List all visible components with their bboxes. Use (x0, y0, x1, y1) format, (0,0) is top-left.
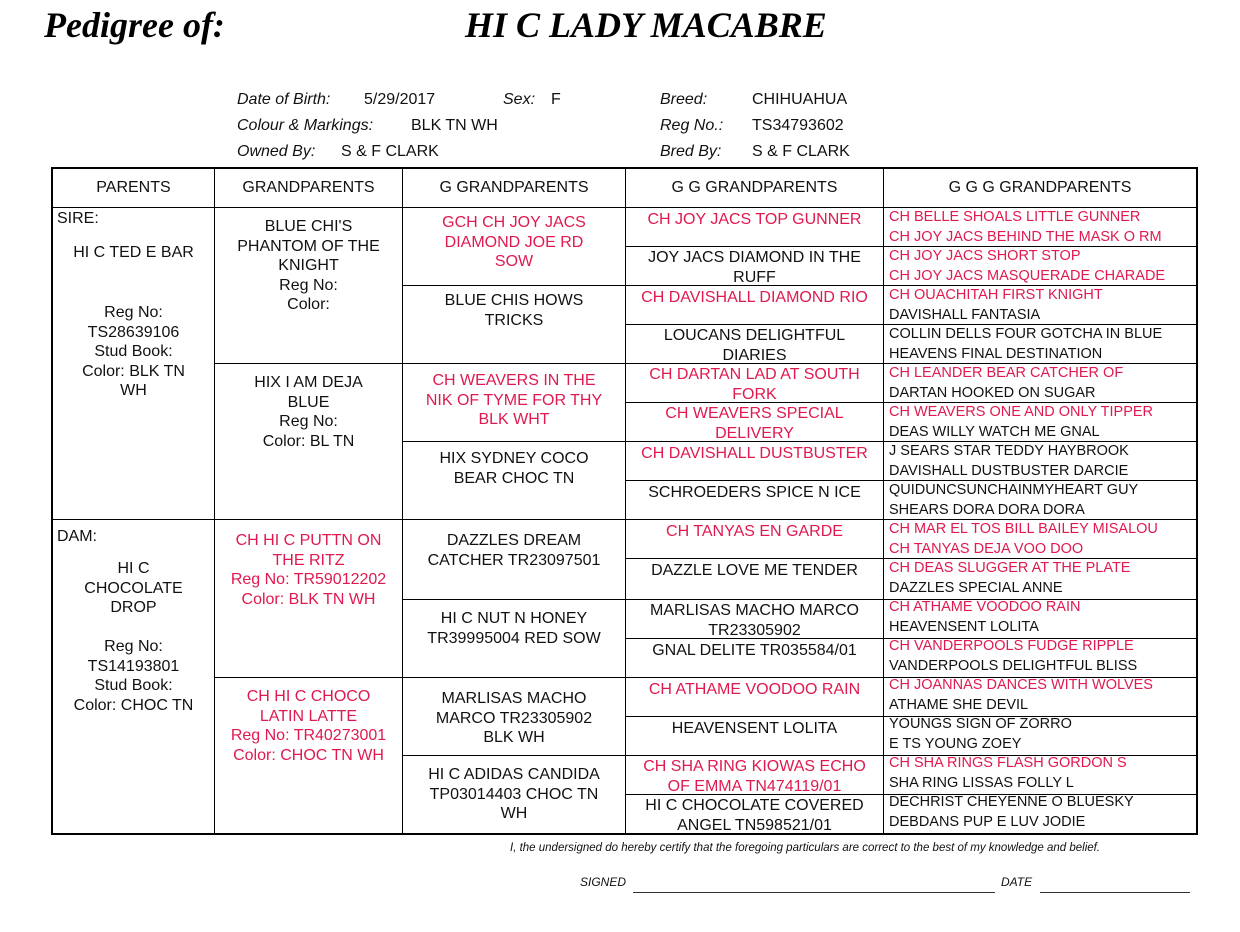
ggg-grandparent-cell: CH JOY JACS BEHIND THE MASK O RM (889, 228, 1162, 245)
colour-value: BLK TN WH (411, 117, 498, 134)
ggg-grandparent-cell: CH JOY JACS SHORT STOP (889, 248, 1081, 264)
reg-value: TS34793602 (752, 117, 844, 134)
gg-grandparent-cell: SCHROEDERS SPICE N ICE (648, 484, 861, 501)
header-grandparents: GRANDPARENTS (242, 179, 375, 196)
ggg-grandparent-cell: QUIDUNCSUNCHAINMYHEART GUY (889, 482, 1139, 498)
owned-value: S & F CLARK (341, 143, 439, 160)
gg-grandparent-cell: JOY JACS DIAMOND IN THE RUFF (648, 249, 861, 286)
signed-label: SIGNED (580, 875, 627, 889)
header-ggg-grandparents: G G G GRANDPARENTS (948, 179, 1132, 196)
gg-grandparent-cell: CH WEAVERS SPECIAL DELIVERY (665, 405, 844, 442)
ggg-grandparent-cell: CH JOANNAS DANCES WITH WOLVES (889, 677, 1153, 693)
gg-grandparent-cell: HI C CHOCOLATE COVERED ANGEL TN598521/01 (645, 797, 864, 834)
owned-label: Owned By: (237, 143, 316, 160)
dog-name-title: HI C LADY MACABRE (465, 5, 827, 45)
sire-name: HI C TED E BAR (73, 244, 194, 261)
gg-grandparent-cell: GNAL DELITE TR035584/01 (652, 642, 857, 659)
gg-grandparent-cell: LOUCANS DELIGHTFUL DIARIES (663, 327, 846, 364)
ggg-grandparent-cell: CH LEANDER BEAR CATCHER OF (889, 365, 1124, 381)
ggg-grandparent-cell: HEAVENSENT LOLITA (889, 618, 1039, 635)
gg-grandparent-cell: MARLISAS MACHO MARCO TR23305902 (650, 602, 859, 639)
sire-role: SIRE: (57, 210, 99, 227)
ggg-grandparent-cell: SHA RING LISSAS FOLLY L (889, 774, 1074, 791)
ggg-grandparent-cell: COLLIN DELLS FOUR GOTCHA IN BLUE (889, 326, 1163, 342)
g-grandparent-cell: HI C ADIDAS CANDIDA TP03014403 CHOC TN WH (428, 766, 600, 822)
grandparent-cell: CH HI C PUTTN ON THE RITZ Reg No: TR59012202 Color: BLK TN WH (230, 532, 387, 608)
header-gg-grandparents: G G GRANDPARENTS (671, 179, 838, 196)
colour-label: Colour & Markings: (237, 117, 374, 134)
pedigree-table (51, 167, 1198, 835)
g-grandparent-cell: MARLISAS MACHO MARCO TR23305902 BLK WH (435, 690, 593, 746)
ggg-grandparent-cell: CH WEAVERS ONE AND ONLY TIPPER (889, 404, 1154, 420)
gg-grandparent-cell: CH DARTAN LAD AT SOUTH FORK (649, 366, 860, 403)
ggg-grandparent-cell: DAVISHALL DUSTBUSTER DARCIE (889, 462, 1129, 479)
ggg-grandparent-cell: CH DEAS SLUGGER AT THE PLATE (889, 560, 1131, 576)
g-grandparent-cell: DAZZLES DREAM CATCHER TR23097501 (427, 532, 601, 569)
dob-value: 5/29/2017 (364, 91, 436, 108)
ggg-grandparent-cell: DAZZLES SPECIAL ANNE (889, 579, 1063, 596)
gg-grandparent-cell: CH JOY JACS TOP GUNNER (647, 211, 862, 228)
ggg-grandparent-cell: VANDERPOOLS DELIGHTFUL BLISS (889, 657, 1138, 674)
ggg-grandparent-cell: CH SHA RINGS FLASH GORDON S (889, 755, 1127, 771)
dam-name: HI C CHOCOLATE DROP (84, 560, 183, 616)
gg-grandparent-cell: CH ATHAME VOODOO RAIN (648, 681, 861, 698)
bred-value: S & F CLARK (752, 143, 850, 160)
ggg-grandparent-cell: ATHAME SHE DEVIL (889, 696, 1029, 713)
ggg-grandparent-cell: DAVISHALL FANTASIA (889, 306, 1041, 323)
gg-grandparent-cell: CH DAVISHALL DUSTBUSTER (641, 445, 868, 462)
ggg-grandparent-cell: DARTAN HOOKED ON SUGAR (889, 384, 1096, 401)
certification-statement: I, the undersigned do hereby certify that the foregoing particulars are correct to the best of my knowledge and belief. (510, 842, 1101, 854)
breed-value: CHIHUAHUA (752, 91, 848, 108)
ggg-grandparent-cell: CH TANYAS DEJA VOO DOO (889, 540, 1084, 557)
grandparent-cell: HIX I AM DEJA BLUE Reg No: Color: BL TN (254, 374, 363, 450)
sire-details: Reg No: TS28639106 Stud Book: Color: BLK TN WH (82, 304, 185, 399)
g-grandparent-cell: GCH CH JOY JACS DIAMOND JOE RD SOW (442, 214, 586, 270)
header-g-grandparents: G GRANDPARENTS (439, 179, 589, 196)
reg-label: Reg No.: (660, 117, 724, 134)
g-grandparent-cell: HI C NUT N HONEY TR39995004 RED SOW (427, 610, 601, 647)
gg-grandparent-cell: HEAVENSENT LOLITA (671, 720, 838, 737)
sex-value: F (551, 91, 561, 108)
ggg-grandparent-cell: E TS YOUNG ZOEY (889, 735, 1022, 752)
ggg-grandparent-cell: J SEARS STAR TEDDY HAYBROOK (889, 443, 1129, 459)
g-grandparent-cell: BLUE CHIS HOWS TRICKS (444, 292, 584, 329)
ggg-grandparent-cell: DECHRIST CHEYENNE O BLUESKY (889, 794, 1134, 810)
ggg-grandparent-cell: CH VANDERPOOLS FUDGE RIPPLE (889, 638, 1134, 654)
bred-label: Bred By: (660, 143, 722, 160)
gg-grandparent-cell: CH SHA RING KIOWAS ECHO OF EMMA TN474119/01 (643, 758, 866, 795)
g-grandparent-cell: CH WEAVERS IN THE NIK OF TYME FOR THY BLK WHT (425, 372, 603, 428)
dob-label: Date of Birth: (237, 91, 331, 108)
ggg-grandparent-cell: CH ATHAME VOODOO RAIN (889, 599, 1081, 615)
ggg-grandparent-cell: CH MAR EL TOS BILL BAILEY MISALOU (889, 521, 1158, 537)
dam-details: Reg No: TS14193801 Stud Book: Color: CHOC TN (73, 638, 194, 714)
header-parents: PARENTS (96, 179, 171, 196)
ggg-grandparent-cell: CH JOY JACS MASQUERADE CHARADE (889, 267, 1166, 284)
date-line (1040, 892, 1190, 893)
dam-role: DAM: (57, 528, 97, 545)
ggg-grandparent-cell: DEAS WILLY WATCH ME GNAL (889, 423, 1100, 440)
sex-label: Sex: (503, 91, 536, 108)
ggg-grandparent-cell: DEBDANS PUP E LUV JODIE (889, 813, 1086, 830)
ggg-grandparent-cell: YOUNGS SIGN OF ZORRO (889, 716, 1072, 732)
ggg-grandparent-cell: CH BELLE SHOALS LITTLE GUNNER (889, 209, 1141, 225)
gg-grandparent-cell: CH DAVISHALL DIAMOND RIO (641, 289, 868, 306)
breed-label: Breed: (660, 91, 708, 108)
ggg-grandparent-cell: HEAVENS FINAL DESTINATION (889, 345, 1103, 362)
gg-grandparent-cell: DAZZLE LOVE ME TENDER (651, 562, 858, 579)
ggg-grandparent-cell: CH OUACHITAH FIRST KNIGHT (889, 287, 1103, 303)
ggg-grandparent-cell: SHEARS DORA DORA DORA (889, 501, 1085, 518)
date-label: DATE (1001, 875, 1033, 889)
gg-grandparent-cell: CH TANYAS EN GARDE (666, 523, 843, 540)
g-grandparent-cell: HIX SYDNEY COCO BEAR CHOC TN (439, 450, 589, 487)
grandparent-cell: BLUE CHI'S PHANTOM OF THE KNIGHT Reg No: Color: (237, 218, 380, 313)
grandparent-cell: CH HI C CHOCO LATIN LATTE Reg No: TR40273001 Color: CHOC TN WH (230, 688, 387, 764)
page-title-label: Pedigree of: (44, 5, 225, 45)
signature-line (633, 892, 995, 893)
